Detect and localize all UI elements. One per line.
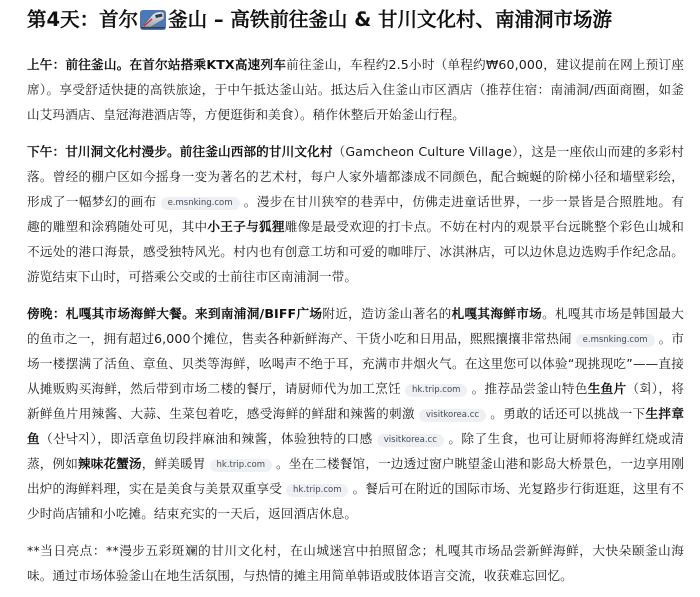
evening-highlight: 生鱼片 <box>587 381 627 396</box>
high-speed-train-icon <box>140 10 166 38</box>
evening-text: 。餐后可在附近的国际市场、光复路步行街逛逛，这里有不少时尚店铺和小吃摊。结束充实的一天后，返回酒店休息。 <box>27 481 685 521</box>
citation-link[interactable]: hk.trip.com <box>286 484 348 497</box>
evening-label: 傍晚： <box>27 306 66 321</box>
citation-link[interactable]: e.msnking.com <box>161 197 240 210</box>
evening-text: 。推荐品尝釜山特色 <box>471 381 588 396</box>
evening-highlight: 生拌章鱼 <box>27 406 685 446</box>
evening-text: （산낙지），即活章鱼切段拌麻油和辣酱，体验独特的口感 <box>40 431 373 446</box>
morning-lead: 前往釜山。在首尔站搭乘KTX高速列车 <box>65 57 287 72</box>
title-part-2: 釜山 – 高铁前往釜山 & 甘川文化村、南浦洞市场游 <box>168 8 612 31</box>
citation-link[interactable]: hk.trip.com <box>210 459 272 472</box>
afternoon-label: 下午： <box>27 144 66 159</box>
citation-link[interactable]: e.msnking.com <box>576 334 655 347</box>
evening-highlight: 辣味花蟹汤 <box>78 456 142 471</box>
afternoon-lead: 甘川洞文化村漫步。前往釜山西部的甘川文化村 <box>65 144 333 159</box>
citation-link[interactable]: visitkorea.cc <box>377 434 444 447</box>
evening-section <box>27 301 684 526</box>
evening-text: 。除了生食，也可让厨师将海鲜红烧或清蒸，例如 <box>27 431 684 471</box>
afternoon-text: （Gamcheon Culture Village），这是一座依山而建的多彩村落。曾经的棚户区如今摇身一变为著名的艺术村，每户人家外墙都漆成不同颜色，配合蜿蜒的阶梯小径和墙壁彩绘，形成了一幅梦幻的画布 <box>27 144 684 209</box>
morning-text: 前往釜山，车程约2.5小时（单程约₩60,000，建议提前在网上预订座席）。享受舒适快捷的高铁旅途，于中午抵达釜山站。抵达后入住釜山市区酒店（推荐住宿：南浦洞/西面商圈，如釜山艾玛酒店、皇冠海港酒店等，方便逛街和美食）。稍作休整后开始釜山行程。 <box>27 57 685 122</box>
afternoon-text: 雕像是最受欢迎的打卡点。不妨在村内的观景平台远眺整个彩色山城和不远处的港口海景，感受独特风光。村内也有创意工坊和可爱的咖啡厅、冰淇淋店，可以边休息边选购手作纪念品。游览结束下山时，可搭乘公交或的士前往市区南浦洞一带。 <box>27 219 684 284</box>
evening-text: 。市场一楼摆满了活鱼、章鱼、贝类等海鲜，吆喝声不绝于耳，充满市井烟火气。在这里您可以体验“现挑现吃”——直接从摊贩购买海鲜，然后带到市场二楼的餐厅，请厨师代为加工烹饪 <box>27 331 684 396</box>
afternoon-text: 。漫步在甘川狭窄的巷弄中，仿佛走进童话世界，一步一景皆是合照胜地。有趣的雕塑和涂鸦随处可见，其中 <box>27 194 685 234</box>
morning-section <box>27 52 684 127</box>
title-part-1: 第4天：首尔 <box>27 8 139 31</box>
evening-text: 附近，造访釜山著名的 <box>322 306 452 321</box>
citation-link[interactable]: visitkorea.cc <box>419 409 486 422</box>
evening-text: ，鲜美暖胃 <box>141 456 206 471</box>
highlights-text: **当日亮点：**漫步五彩斑斓的甘川文化村，在山城迷宫中拍照留念；札嘎其市场品尝新鲜海鲜，大快朵颐釜山海味。通过市场体验釜山在地生活氛围，与热情的摊主用简单韩语或肢体语言交流，收获难忘回忆。 <box>27 543 684 583</box>
page-title <box>27 6 684 38</box>
evening-lead: 札嘎其市场海鲜大餐。来到南浦洞/BIFF广场 <box>65 306 323 321</box>
afternoon-section <box>27 139 684 289</box>
evening-text: 。勇敢的话还可以挑战一下 <box>490 406 646 421</box>
afternoon-highlight: 小王子与狐狸 <box>207 219 285 234</box>
evening-text: 。坐在二楼餐馆，一边透过窗户眺望釜山港和影岛大桥景色，一边享用刚出炉的海鲜料理，实在是美食与美景双重享受 <box>27 456 685 496</box>
evening-highlight: 札嘎其海鲜市场 <box>451 306 543 321</box>
evening-text: （회），将新鲜鱼片用辣酱、大蒜、生菜包着吃，感受海鲜的鲜甜和辣酱的刺激 <box>27 381 684 421</box>
morning-label: 上午： <box>27 57 66 72</box>
evening-text: 。札嘎其市场是韩国最大的鱼市之一，拥有超过6,000个摊位，售卖各种新鲜海产、干货小吃和日用品，熙熙攘攘非常热闹 <box>27 306 685 346</box>
citation-link[interactable]: hk.trip.com <box>405 384 467 397</box>
highlights-section <box>27 538 684 588</box>
